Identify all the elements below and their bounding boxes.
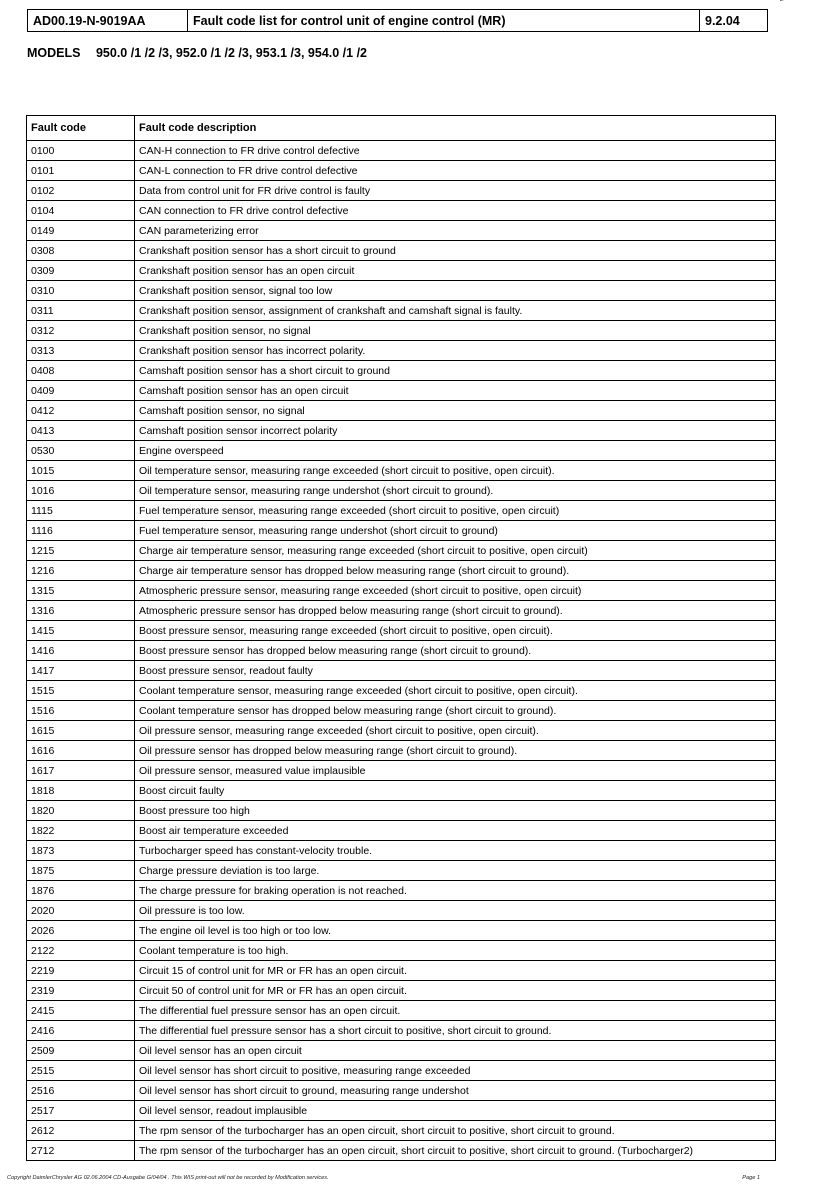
table-row bbox=[27, 281, 776, 301]
table-row bbox=[27, 341, 776, 361]
fault-description-cell: Atmospheric pressure sensor has dropped below measuring range (short circuit to ground). bbox=[135, 601, 776, 621]
table-row bbox=[27, 861, 776, 881]
fault-code-cell: 0413 bbox=[27, 421, 135, 441]
table-row bbox=[27, 701, 776, 721]
table-row bbox=[27, 621, 776, 641]
fault-code-cell: 2515 bbox=[27, 1061, 135, 1081]
fault-code-cell: 0104 bbox=[27, 201, 135, 221]
models-label: MODELS bbox=[27, 46, 81, 60]
fault-description-cell: Engine overspeed bbox=[135, 441, 776, 461]
fault-code-cell: 1873 bbox=[27, 841, 135, 861]
fault-code-cell: 1416 bbox=[27, 641, 135, 661]
fault-description-cell: Fuel temperature sensor, measuring range exceeded (short circuit to positive, open circuit) bbox=[135, 501, 776, 521]
table-row bbox=[27, 501, 776, 521]
fault-description-cell: Crankshaft position sensor has a short circuit to ground bbox=[135, 241, 776, 261]
table-row bbox=[27, 441, 776, 461]
fault-description-cell: Oil level sensor has short circuit to positive, measuring range exceeded bbox=[135, 1061, 776, 1081]
fault-code-cell: 1875 bbox=[27, 861, 135, 881]
fault-code-cell: 2516 bbox=[27, 1081, 135, 1101]
fault-description-cell: Atmospheric pressure sensor, measuring range exceeded (short circuit to positive, open circuit) bbox=[135, 581, 776, 601]
fault-description-cell: Camshaft position sensor, no signal bbox=[135, 401, 776, 421]
table-row bbox=[27, 661, 776, 681]
table-row bbox=[27, 741, 776, 761]
fault-description-cell: Turbocharger speed has constant-velocity trouble. bbox=[135, 841, 776, 861]
table-row bbox=[27, 221, 776, 241]
table-row bbox=[27, 641, 776, 661]
fault-code-cell: 0409 bbox=[27, 381, 135, 401]
fault-description-cell: Oil pressure is too low. bbox=[135, 901, 776, 921]
fault-description-cell: Crankshaft position sensor, signal too low bbox=[135, 281, 776, 301]
fault-description-cell: The rpm sensor of the turbocharger has an open circuit, short circuit to positive, short circuit to ground. (Turbocharger2) bbox=[135, 1141, 776, 1161]
column-header-fault-code: Fault code bbox=[27, 116, 135, 141]
fault-code-cell: 0308 bbox=[27, 241, 135, 261]
table-row bbox=[27, 381, 776, 401]
fault-code-rows bbox=[27, 141, 776, 1161]
fault-code-cell: 1215 bbox=[27, 541, 135, 561]
fault-code-cell: 1616 bbox=[27, 741, 135, 761]
fault-code-cell: 1015 bbox=[27, 461, 135, 481]
fault-code-cell: 1216 bbox=[27, 561, 135, 581]
fault-description-cell: Oil pressure sensor has dropped below measuring range (short circuit to ground). bbox=[135, 741, 776, 761]
fault-code-cell: 2026 bbox=[27, 921, 135, 941]
fault-code-cell: 1417 bbox=[27, 661, 135, 681]
fault-description-cell: Oil pressure sensor, measuring range exceeded (short circuit to positive, open circuit). bbox=[135, 721, 776, 741]
table-row bbox=[27, 181, 776, 201]
fault-description-cell: The charge pressure for braking operation is not reached. bbox=[135, 881, 776, 901]
fault-description-cell: CAN-L connection to FR drive control defective bbox=[135, 161, 776, 181]
table-row bbox=[27, 961, 776, 981]
table-row bbox=[27, 321, 776, 341]
fault-code-cell: 0309 bbox=[27, 261, 135, 281]
fault-code-cell: 1415 bbox=[27, 621, 135, 641]
fault-description-cell: Crankshaft position sensor has an open circuit bbox=[135, 261, 776, 281]
fault-code-cell: 0101 bbox=[27, 161, 135, 181]
table-row bbox=[27, 141, 776, 161]
table-row bbox=[27, 201, 776, 221]
fault-description-cell: Crankshaft position sensor, no signal bbox=[135, 321, 776, 341]
table-header-row bbox=[27, 116, 776, 141]
fault-code-cell: 2020 bbox=[27, 901, 135, 921]
table-row bbox=[27, 721, 776, 741]
fault-description-cell: Boost pressure sensor, measuring range exceeded (short circuit to positive, open circuit). bbox=[135, 621, 776, 641]
fault-description-cell: Camshaft position sensor has a short circuit to ground bbox=[135, 361, 776, 381]
fault-code-cell: 0408 bbox=[27, 361, 135, 381]
fault-description-cell: Oil temperature sensor, measuring range undershot (short circuit to ground). bbox=[135, 481, 776, 501]
table-row bbox=[27, 301, 776, 321]
fault-description-cell: Camshaft position sensor has an open circuit bbox=[135, 381, 776, 401]
table-row bbox=[27, 981, 776, 1001]
fault-description-cell: Oil level sensor, readout implausible bbox=[135, 1101, 776, 1121]
fault-code-cell: 1315 bbox=[27, 581, 135, 601]
table-row bbox=[27, 161, 776, 181]
table-row bbox=[27, 541, 776, 561]
fault-code-cell: 2219 bbox=[27, 961, 135, 981]
fault-description-cell: CAN parameterizing error bbox=[135, 221, 776, 241]
fault-code-cell: 2415 bbox=[27, 1001, 135, 1021]
fault-code-cell: 1016 bbox=[27, 481, 135, 501]
models-value: 950.0 /1 /2 /3, 952.0 /1 /2 /3, 953.1 /3, 954.0 /1 /2 bbox=[95, 46, 368, 60]
fault-code-cell: 0313 bbox=[27, 341, 135, 361]
fault-code-cell: 2712 bbox=[27, 1141, 135, 1161]
table-row bbox=[27, 561, 776, 581]
table-row bbox=[27, 261, 776, 281]
table-row bbox=[27, 841, 776, 861]
fault-code-cell: 0149 bbox=[27, 221, 135, 241]
document-title: Fault code list for control unit of engine control (MR) bbox=[188, 10, 700, 32]
table-row bbox=[27, 481, 776, 501]
fault-description-cell: Boost pressure sensor has dropped below measuring range (short circuit to ground). bbox=[135, 641, 776, 661]
column-header-description: Fault code description bbox=[135, 116, 776, 141]
table-row bbox=[27, 681, 776, 701]
fault-description-cell: Coolant temperature is too high. bbox=[135, 941, 776, 961]
fault-description-cell: The differential fuel pressure sensor has a short circuit to positive, short circuit to ground. bbox=[135, 1021, 776, 1041]
fault-code-cell: 1115 bbox=[27, 501, 135, 521]
footer-copyright: Copyright DaimlerChrysler AG 02.06.2004 CD-Ausgabe G/04/04 . This WIS print-out will not be recorded by Modification services. bbox=[7, 1175, 329, 1181]
fault-code-cell: 0311 bbox=[27, 301, 135, 321]
fault-code-cell: 1615 bbox=[27, 721, 135, 741]
table-row bbox=[27, 1021, 776, 1041]
fault-description-cell: Fuel temperature sensor, measuring range undershot (short circuit to ground) bbox=[135, 521, 776, 541]
table-row bbox=[27, 921, 776, 941]
table-row bbox=[27, 1061, 776, 1081]
table-row bbox=[27, 1041, 776, 1061]
table-row bbox=[27, 781, 776, 801]
document-id: AD00.19-N-9019AA bbox=[28, 10, 188, 32]
fault-description-cell: Crankshaft position sensor has incorrect polarity. bbox=[135, 341, 776, 361]
fault-code-cell: 0530 bbox=[27, 441, 135, 461]
fault-code-cell: 1515 bbox=[27, 681, 135, 701]
fault-description-cell: Coolant temperature sensor has dropped below measuring range (short circuit to ground). bbox=[135, 701, 776, 721]
fault-description-cell: CAN connection to FR drive control defective bbox=[135, 201, 776, 221]
document-version: 9.2.04 bbox=[700, 10, 768, 32]
fault-code-cell: 2517 bbox=[27, 1101, 135, 1121]
fault-code-cell: 0412 bbox=[27, 401, 135, 421]
fault-description-cell: Oil temperature sensor, measuring range exceeded (short circuit to positive, open circuit). bbox=[135, 461, 776, 481]
fault-code-cell: 1316 bbox=[27, 601, 135, 621]
document-header bbox=[27, 9, 768, 32]
fault-description-cell: CAN-H connection to FR drive control defective bbox=[135, 141, 776, 161]
fault-description-cell: Charge pressure deviation is too large. bbox=[135, 861, 776, 881]
fault-code-cell: 1617 bbox=[27, 761, 135, 781]
fault-code-cell: 0312 bbox=[27, 321, 135, 341]
fault-description-cell: Boost air temperature exceeded bbox=[135, 821, 776, 841]
fault-code-cell: 1818 bbox=[27, 781, 135, 801]
fault-code-cell: 2509 bbox=[27, 1041, 135, 1061]
models-line bbox=[27, 46, 367, 60]
fault-description-cell: Charge air temperature sensor, measuring range exceeded (short circuit to positive, open circuit) bbox=[135, 541, 776, 561]
fault-description-cell: Circuit 15 of control unit for MR or FR has an open circuit. bbox=[135, 961, 776, 981]
table-row bbox=[27, 1101, 776, 1121]
fault-code-cell: 0102 bbox=[27, 181, 135, 201]
fault-description-cell: Boost pressure too high bbox=[135, 801, 776, 821]
table-row bbox=[27, 601, 776, 621]
table-row bbox=[27, 241, 776, 261]
table-row bbox=[27, 521, 776, 541]
table-row bbox=[27, 881, 776, 901]
fault-description-cell: The rpm sensor of the turbocharger has an open circuit, short circuit to positive, short circuit to ground. bbox=[135, 1121, 776, 1141]
fault-code-cell: 2319 bbox=[27, 981, 135, 1001]
page-corner-fold-line bbox=[780, 0, 835, 1]
fault-description-cell: Oil pressure sensor, measured value implausible bbox=[135, 761, 776, 781]
table-row bbox=[27, 821, 776, 841]
table-row bbox=[27, 401, 776, 421]
table-row bbox=[27, 581, 776, 601]
fault-description-cell: Oil level sensor has short circuit to ground, measuring range undershot bbox=[135, 1081, 776, 1101]
table-row bbox=[27, 1001, 776, 1021]
fault-description-cell: Data from control unit for FR drive control is faulty bbox=[135, 181, 776, 201]
fault-code-cell: 0310 bbox=[27, 281, 135, 301]
table-row bbox=[27, 461, 776, 481]
fault-description-cell: Coolant temperature sensor, measuring range exceeded (short circuit to positive, open circuit). bbox=[135, 681, 776, 701]
fault-code-cell: 0100 bbox=[27, 141, 135, 161]
table-row bbox=[27, 801, 776, 821]
table-row bbox=[27, 1141, 776, 1161]
fault-description-cell: Camshaft position sensor incorrect polarity bbox=[135, 421, 776, 441]
fault-description-cell: Boost pressure sensor, readout faulty bbox=[135, 661, 776, 681]
fault-description-cell: The differential fuel pressure sensor has an open circuit. bbox=[135, 1001, 776, 1021]
fault-description-cell: The engine oil level is too high or too low. bbox=[135, 921, 776, 941]
fault-code-cell: 2416 bbox=[27, 1021, 135, 1041]
fault-code-cell: 1822 bbox=[27, 821, 135, 841]
fault-description-cell: Oil level sensor has an open circuit bbox=[135, 1041, 776, 1061]
table-row bbox=[27, 761, 776, 781]
fault-description-cell: Boost circuit faulty bbox=[135, 781, 776, 801]
footer-page-number: Page 1 bbox=[742, 1175, 760, 1181]
fault-code-table bbox=[26, 115, 776, 1161]
table-row bbox=[27, 361, 776, 381]
fault-code-cell: 1116 bbox=[27, 521, 135, 541]
table-row bbox=[27, 901, 776, 921]
fault-description-cell: Circuit 50 of control unit for MR or FR has an open circuit. bbox=[135, 981, 776, 1001]
table-row bbox=[27, 941, 776, 961]
table-row bbox=[27, 1081, 776, 1101]
fault-description-cell: Charge air temperature sensor has dropped below measuring range (short circuit to ground). bbox=[135, 561, 776, 581]
fault-code-cell: 1516 bbox=[27, 701, 135, 721]
fault-code-cell: 1820 bbox=[27, 801, 135, 821]
fault-code-cell: 2612 bbox=[27, 1121, 135, 1141]
fault-description-cell: Crankshaft position sensor, assignment of crankshaft and camshaft signal is faulty. bbox=[135, 301, 776, 321]
table-row bbox=[27, 1121, 776, 1141]
fault-code-cell: 2122 bbox=[27, 941, 135, 961]
fault-code-cell: 1876 bbox=[27, 881, 135, 901]
table-row bbox=[27, 421, 776, 441]
